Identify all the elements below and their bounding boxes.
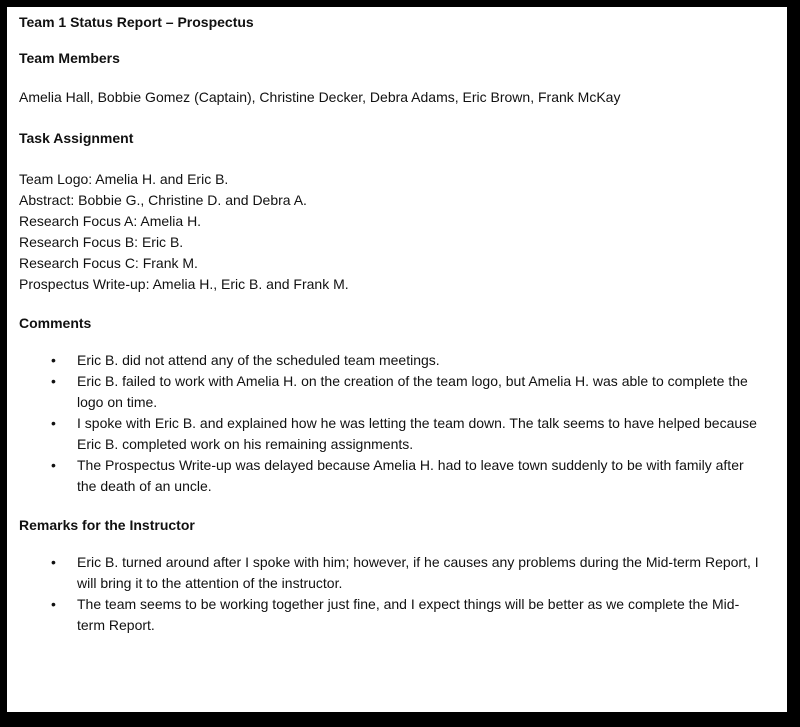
remark-text: Eric B. turned around after I spoke with him; however, if he causes any problems during the Mid-term Report, I will bring it to the attention of the instructor. bbox=[77, 554, 759, 591]
comment-item bbox=[51, 455, 775, 497]
remark-item bbox=[51, 552, 775, 594]
remarks-heading: Remarks for the Instructor bbox=[19, 517, 195, 533]
comment-text: Eric B. failed to work with Amelia H. on the creation of the team logo, but Amelia H. was able to complete the logo on time. bbox=[77, 373, 748, 410]
bullet-icon: • bbox=[51, 554, 56, 570]
task-assignment-heading: Task Assignment bbox=[19, 130, 134, 146]
bullet-icon: • bbox=[51, 457, 56, 473]
comment-item bbox=[51, 413, 775, 455]
bullet-icon: • bbox=[51, 415, 56, 431]
task-line: Research Focus A: Amelia H. bbox=[19, 213, 202, 229]
team-members-heading: Team Members bbox=[19, 50, 120, 66]
task-line: Abstract: Bobbie G., Christine D. and Debra A. bbox=[19, 192, 307, 208]
task-line: Research Focus C: Frank M. bbox=[19, 255, 198, 271]
document-title: Team 1 Status Report – Prospectus bbox=[19, 14, 254, 30]
comment-item bbox=[51, 371, 775, 413]
bullet-icon: • bbox=[51, 373, 56, 389]
task-line: Team Logo: Amelia H. and Eric B. bbox=[19, 171, 229, 187]
task-assignment-list bbox=[19, 169, 775, 295]
task-line: Prospectus Write-up: Amelia H., Eric B. and Frank M. bbox=[19, 276, 349, 292]
bullet-icon: • bbox=[51, 352, 56, 368]
remark-text: The team seems to be working together just fine, and I expect things will be better as we complete the Mid-term Report. bbox=[77, 596, 740, 633]
comment-text: The Prospectus Write-up was delayed because Amelia H. had to leave town suddenly to be with family after the death of an uncle. bbox=[77, 457, 744, 494]
comment-item bbox=[51, 350, 775, 371]
comments-list bbox=[19, 350, 775, 497]
remark-item bbox=[51, 594, 775, 636]
comments-heading: Comments bbox=[19, 315, 92, 331]
task-line: Research Focus B: Eric B. bbox=[19, 234, 184, 250]
bullet-icon: • bbox=[51, 596, 56, 612]
comment-text: I spoke with Eric B. and explained how he was letting the team down. The talk seems to have helped because Eric B. completed work on his remaining assignments. bbox=[77, 415, 757, 452]
comment-text: Eric B. did not attend any of the scheduled team meetings. bbox=[77, 352, 440, 368]
team-members-text: Amelia Hall, Bobbie Gomez (Captain), Christine Decker, Debra Adams, Eric Brown, Frank McKay bbox=[19, 89, 621, 105]
document-page bbox=[7, 7, 787, 712]
remarks-list bbox=[19, 552, 775, 636]
